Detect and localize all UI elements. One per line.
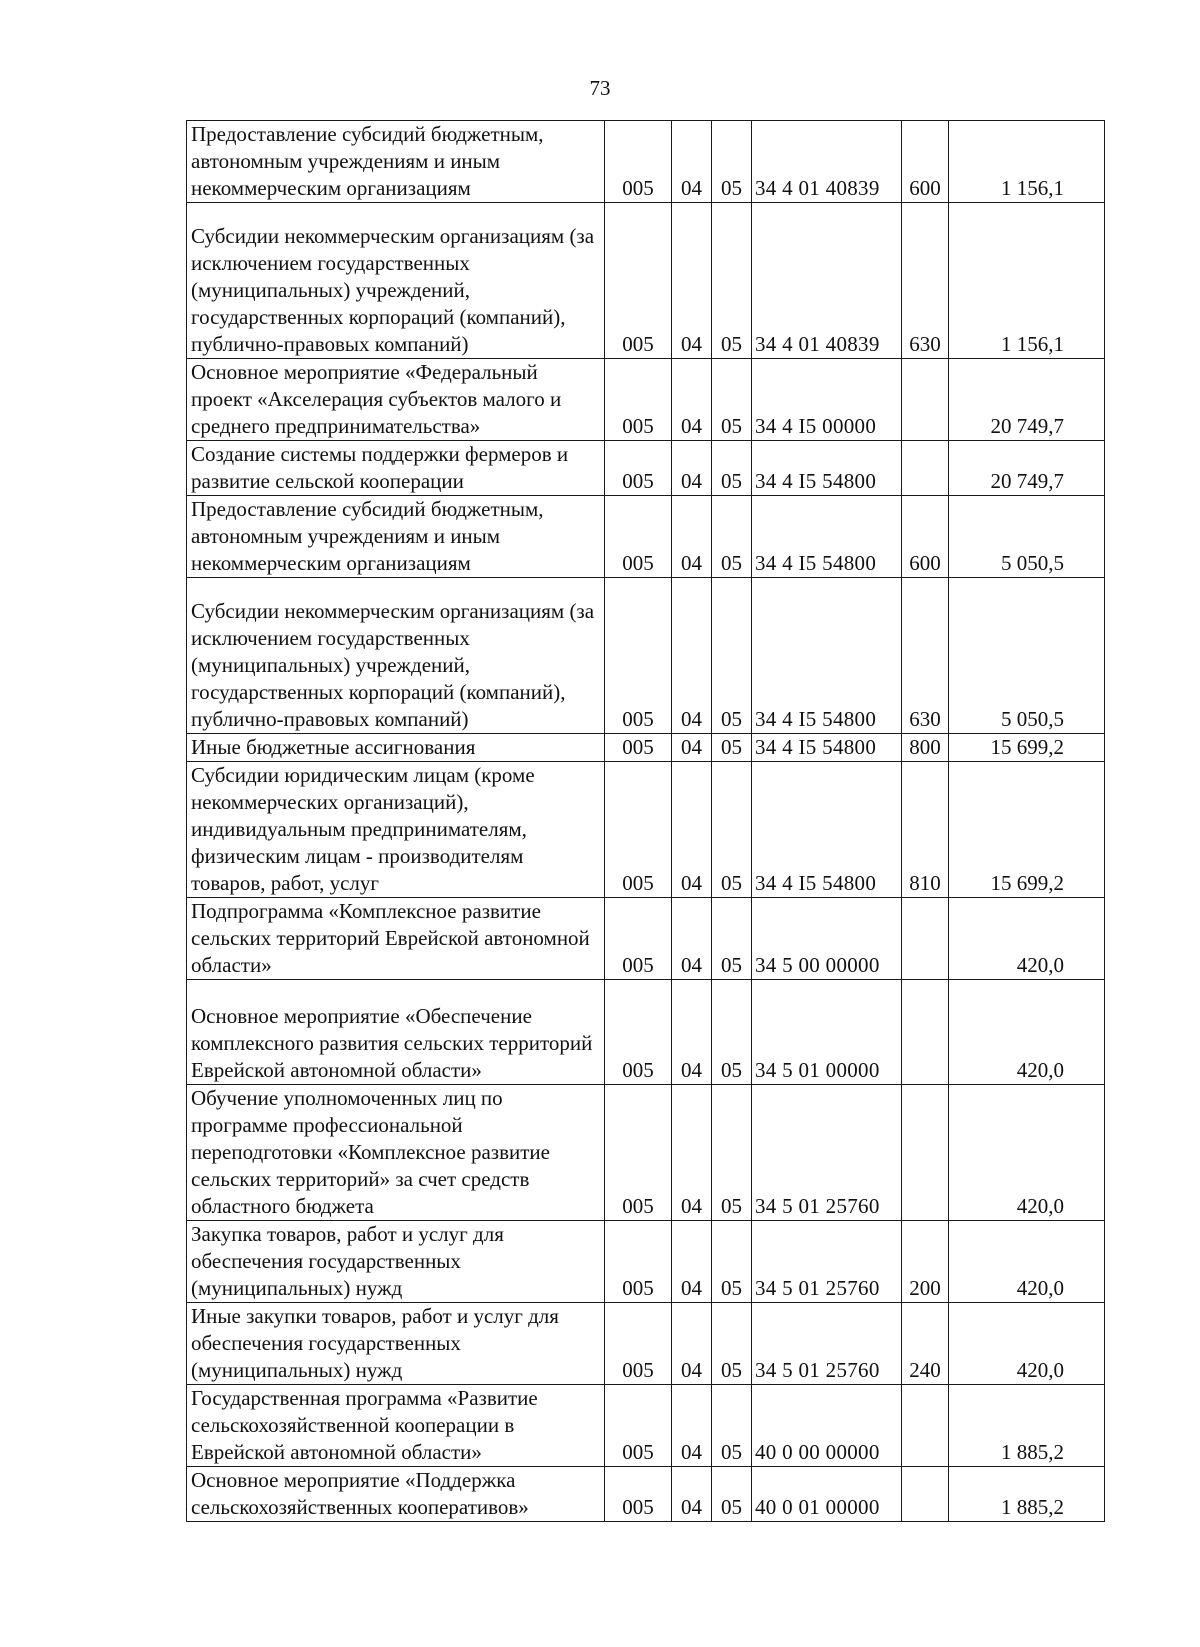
- row-section-code: 04: [672, 441, 712, 496]
- table-row: [187, 734, 1105, 762]
- row-subsection-code: 05: [712, 578, 752, 734]
- row-name: Государственная программа «Развитие сельскохозяйственной кооперации в Еврейской автономной области»: [187, 1385, 605, 1467]
- row-name: Иные закупки товаров, работ и услуг для обеспечения государственных (муниципальных) нужд: [187, 1303, 605, 1385]
- table-row: [187, 1303, 1105, 1385]
- row-expense-type: [902, 898, 949, 980]
- row-section-code: 04: [672, 578, 712, 734]
- budget-table-body: [187, 121, 1105, 1522]
- row-section-code: 04: [672, 496, 712, 578]
- row-section-code: 04: [672, 1467, 712, 1522]
- table-row: [187, 121, 1105, 203]
- table-row: [187, 441, 1105, 496]
- row-name: Основное мероприятие «Поддержка сельскохозяйственных кооперативов»: [187, 1467, 605, 1522]
- row-grbs-code: 005: [605, 121, 672, 203]
- row-name: Предоставление субсидий бюджетным, автономным учреждениям и иным некоммерческим организациям: [187, 496, 605, 578]
- row-section-code: 04: [672, 898, 712, 980]
- row-expense-type: 810: [902, 762, 949, 898]
- row-name: Создание системы поддержки фермеров и развитие сельской кооперации: [187, 441, 605, 496]
- row-amount: 1 885,2: [949, 1467, 1105, 1522]
- row-subsection-code: 05: [712, 359, 752, 441]
- row-name: Основное мероприятие «Федеральный проект «Акселерация субъектов малого и среднего предпринимательства»: [187, 359, 605, 441]
- row-amount: 420,0: [949, 1221, 1105, 1303]
- table-row: [187, 359, 1105, 441]
- row-section-code: 04: [672, 734, 712, 762]
- row-subsection-code: 05: [712, 1221, 752, 1303]
- table-row: [187, 762, 1105, 898]
- row-name: Основное мероприятие «Обеспечение комплексного развития сельских территорий Еврейской автономной области»: [187, 980, 605, 1085]
- row-target-article: 34 5 01 25760: [752, 1303, 902, 1385]
- budget-table: [186, 120, 1105, 1522]
- row-target-article: 34 4 I5 54800: [752, 734, 902, 762]
- row-section-code: 04: [672, 203, 712, 359]
- row-target-article: 34 4 I5 54800: [752, 578, 902, 734]
- row-section-code: 04: [672, 359, 712, 441]
- row-name: Субсидии некоммерческим организациям (за исключением государственных (муниципальных) учреждений, государственных корпораций (компаний), публично-правовых компаний): [187, 578, 605, 734]
- table-row: [187, 1385, 1105, 1467]
- table-row: [187, 980, 1105, 1085]
- table-row: [187, 1467, 1105, 1522]
- row-subsection-code: 05: [712, 441, 752, 496]
- row-target-article: 34 4 I5 00000: [752, 359, 902, 441]
- row-name: Закупка товаров, работ и услуг для обеспечения государственных (муниципальных) нужд: [187, 1221, 605, 1303]
- row-name: Подпрограмма «Комплексное развитие сельских территорий Еврейской автономной области»: [187, 898, 605, 980]
- row-amount: 420,0: [949, 1303, 1105, 1385]
- row-amount: 420,0: [949, 898, 1105, 980]
- row-subsection-code: 05: [712, 121, 752, 203]
- row-grbs-code: 005: [605, 1385, 672, 1467]
- row-target-article: 34 5 01 25760: [752, 1085, 902, 1221]
- row-target-article: 34 4 I5 54800: [752, 496, 902, 578]
- row-amount: 15 699,2: [949, 734, 1105, 762]
- row-target-article: 34 5 01 25760: [752, 1221, 902, 1303]
- row-subsection-code: 05: [712, 734, 752, 762]
- row-amount: 15 699,2: [949, 762, 1105, 898]
- table-row: [187, 1221, 1105, 1303]
- row-expense-type: [902, 1467, 949, 1522]
- row-subsection-code: 05: [712, 980, 752, 1085]
- row-subsection-code: 05: [712, 1303, 752, 1385]
- row-amount: 20 749,7: [949, 359, 1105, 441]
- row-target-article: 40 0 01 00000: [752, 1467, 902, 1522]
- row-section-code: 04: [672, 1385, 712, 1467]
- row-subsection-code: 05: [712, 1385, 752, 1467]
- row-grbs-code: 005: [605, 898, 672, 980]
- row-name: Обучение уполномоченных лиц по программе профессиональной переподготовки «Комплексное развитие сельских территорий» за счет средств областного бюджета: [187, 1085, 605, 1221]
- row-expense-type: 600: [902, 121, 949, 203]
- row-grbs-code: 005: [605, 1085, 672, 1221]
- row-subsection-code: 05: [712, 203, 752, 359]
- row-name: Субсидии юридическим лицам (кроме некоммерческих организаций), индивидуальным предпринимателям, физическим лицам - производителям товаров, работ, услуг: [187, 762, 605, 898]
- row-section-code: 04: [672, 1303, 712, 1385]
- row-target-article: 34 4 01 40839: [752, 203, 902, 359]
- row-amount: 420,0: [949, 1085, 1105, 1221]
- row-expense-type: 240: [902, 1303, 949, 1385]
- table-row: [187, 898, 1105, 980]
- row-subsection-code: 05: [712, 898, 752, 980]
- table-row: [187, 203, 1105, 359]
- row-target-article: 34 4 I5 54800: [752, 762, 902, 898]
- page-number: 73: [589, 76, 611, 100]
- row-grbs-code: 005: [605, 203, 672, 359]
- row-amount: 420,0: [949, 980, 1105, 1085]
- row-target-article: 34 4 01 40839: [752, 121, 902, 203]
- row-expense-type: 600: [902, 496, 949, 578]
- row-grbs-code: 005: [605, 762, 672, 898]
- row-grbs-code: 005: [605, 1221, 672, 1303]
- row-section-code: 04: [672, 762, 712, 898]
- row-target-article: 34 4 I5 54800: [752, 441, 902, 496]
- row-name: Предоставление субсидий бюджетным, автономным учреждениям и иным некоммерческим организациям: [187, 121, 605, 203]
- row-grbs-code: 005: [605, 578, 672, 734]
- row-subsection-code: 05: [712, 1467, 752, 1522]
- row-target-article: 34 5 01 00000: [752, 980, 902, 1085]
- row-grbs-code: 005: [605, 359, 672, 441]
- row-subsection-code: 05: [712, 762, 752, 898]
- row-grbs-code: 005: [605, 980, 672, 1085]
- row-section-code: 04: [672, 980, 712, 1085]
- row-expense-type: [902, 1085, 949, 1221]
- row-expense-type: 200: [902, 1221, 949, 1303]
- row-grbs-code: 005: [605, 441, 672, 496]
- row-expense-type: 630: [902, 203, 949, 359]
- row-amount: 1 885,2: [949, 1385, 1105, 1467]
- row-section-code: 04: [672, 1085, 712, 1221]
- row-section-code: 04: [672, 1221, 712, 1303]
- row-subsection-code: 05: [712, 496, 752, 578]
- row-amount: 5 050,5: [949, 496, 1105, 578]
- row-expense-type: 630: [902, 578, 949, 734]
- row-target-article: 34 5 00 00000: [752, 898, 902, 980]
- row-grbs-code: 005: [605, 1467, 672, 1522]
- row-expense-type: 800: [902, 734, 949, 762]
- row-target-article: 40 0 00 00000: [752, 1385, 902, 1467]
- table-row: [187, 1085, 1105, 1221]
- row-expense-type: [902, 441, 949, 496]
- row-amount: 5 050,5: [949, 578, 1105, 734]
- table-row: [187, 496, 1105, 578]
- row-section-code: 04: [672, 121, 712, 203]
- row-name: Иные бюджетные ассигнования: [187, 734, 605, 762]
- row-name: Субсидии некоммерческим организациям (за исключением государственных (муниципальных) учреждений, государственных корпораций (компаний), публично-правовых компаний): [187, 203, 605, 359]
- row-expense-type: [902, 1385, 949, 1467]
- row-grbs-code: 005: [605, 496, 672, 578]
- row-amount: 1 156,1: [949, 121, 1105, 203]
- row-subsection-code: 05: [712, 1085, 752, 1221]
- row-expense-type: [902, 980, 949, 1085]
- row-amount: 20 749,7: [949, 441, 1105, 496]
- row-grbs-code: 005: [605, 734, 672, 762]
- row-amount: 1 156,1: [949, 203, 1105, 359]
- table-row: [187, 578, 1105, 734]
- row-grbs-code: 005: [605, 1303, 672, 1385]
- row-expense-type: [902, 359, 949, 441]
